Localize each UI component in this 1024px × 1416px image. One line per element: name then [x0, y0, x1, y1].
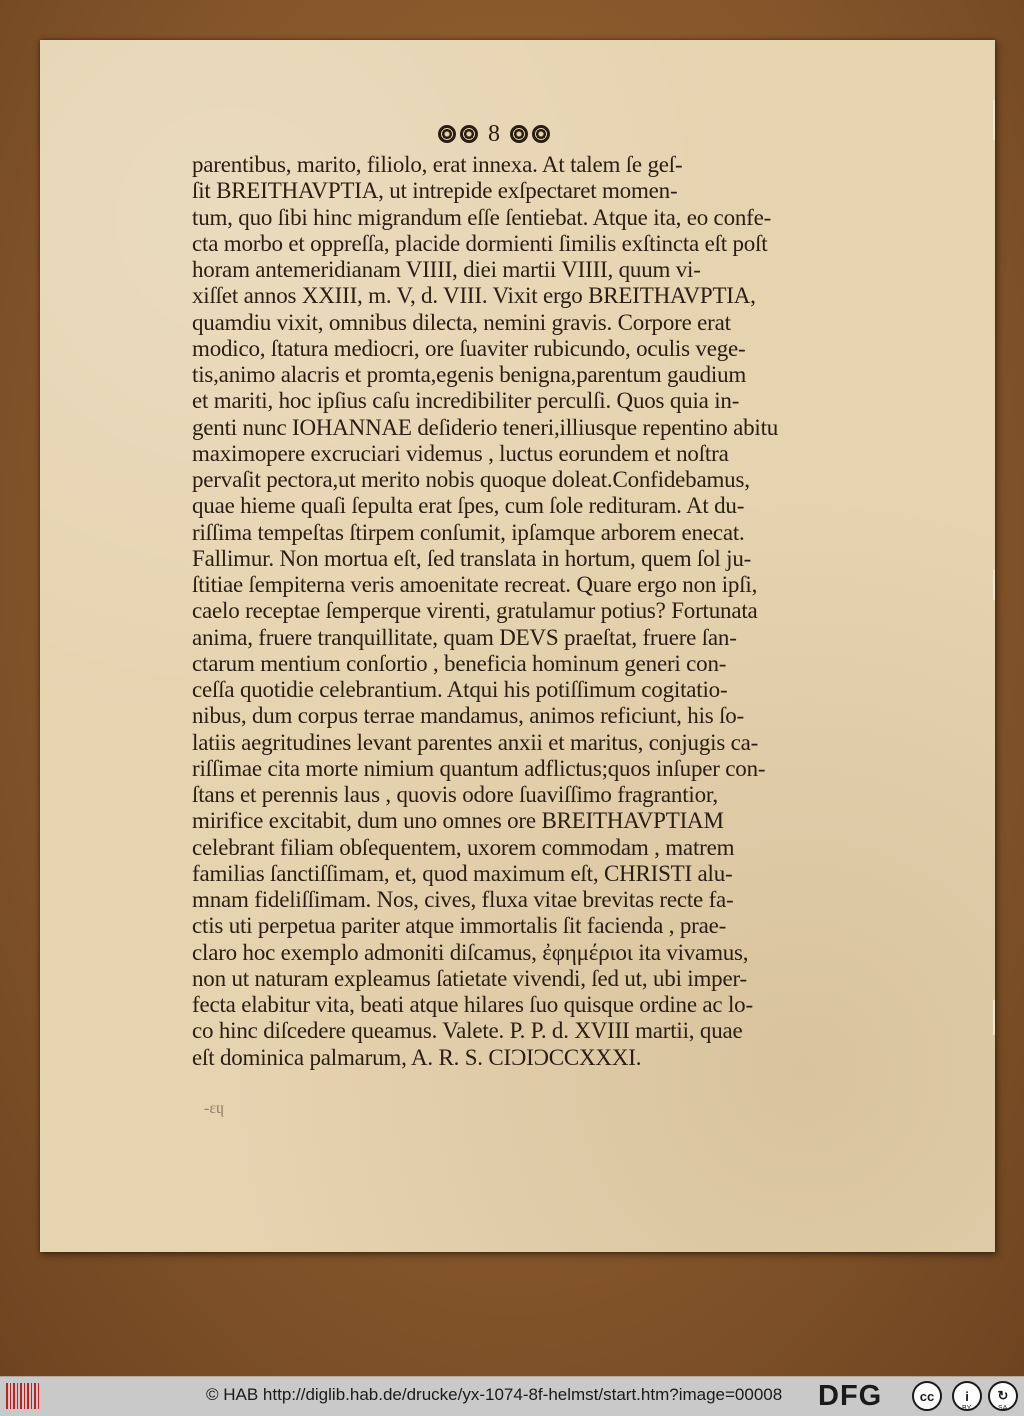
text-line: tis,animo alacris et promta,egenis benigna,parentum gaudium — [192, 362, 747, 387]
by-attribution-icon: i — [952, 1381, 982, 1411]
flower-ornament-icon — [438, 125, 456, 143]
text-line: co hinc diſcedere queamus. Valete. P. P. d. XVIII martii, quae — [192, 1018, 743, 1044]
text-line: genti nunc IOHANNAE deſiderio teneri,illiusque repentino abitu — [192, 414, 779, 440]
text-line: ctis uti perpetua pariter atque immortalis ſit facienda , prae- — [192, 913, 727, 939]
page-header — [438, 118, 550, 150]
text-line: caelo receptae ſemperque virenti, gratulamur potius? Fortunata — [192, 598, 758, 624]
binding-thread — [993, 100, 995, 140]
text-line: mirifice excitabit, dum uno omnes ore BREITHAVPTIAM — [192, 808, 724, 834]
dfg-logo: DFG — [818, 1380, 883, 1412]
text-line: pervaſit pectora,ut merito nobis quoque doleat.Confidebamus, — [192, 467, 750, 492]
text-line: anima, fruere tranquillitate, quam DEVS praeſtat, fruere ſan- — [192, 624, 737, 650]
sa-share-alike-icon: ↻ — [988, 1381, 1018, 1411]
text-line: xiſſet annos XXIII, m. V, d. VIII. Vixit ergo BREITHAVPTIA, — [192, 283, 756, 309]
text-line: mnam fideliſſimam. Nos, cives, fluxa vitae brevitas recte fa- — [192, 887, 734, 912]
text-line: quamdiu vixit, omnibus dilecta, nemini gravis. Corpore erat — [192, 309, 731, 335]
cc-license-icon[interactable]: cc — [912, 1381, 942, 1411]
text-line: celebrant filiam obſequentem, uxorem commodam , matrem — [192, 834, 735, 860]
by-label: BY — [962, 1405, 972, 1412]
text-line: nibus, dum corpus terrae mandamus, animos reficiunt, his ſo- — [192, 703, 745, 729]
text-line: riſſima tempeſtas ſtirpem conſumit, ipſamque arborem enecat. — [192, 519, 745, 545]
viewer-footer — [0, 1376, 1024, 1416]
hab-logo-icon — [6, 1383, 40, 1409]
text-line: maximopere excruciari videmus , luctus eorundem et noſtra — [192, 440, 729, 466]
text-line: ſtans et perennis laus , quovis odore ſuaviſſimo fragrantior, — [192, 782, 718, 807]
text-line: claro hoc exemplo admoniti diſcamus, ἐφημέριοι ita vivamus, — [192, 939, 749, 965]
source-link[interactable]: © HAB http://diglib.hab.de/drucke/yx-1074-8f-helmst/start.htm?image=00008 — [206, 1385, 783, 1404]
text-line: non ut naturam expleamus ſatietate vivendi, ſed ut, ubi imper- — [192, 965, 747, 991]
binding-thread — [993, 1000, 995, 1035]
text-line: ctarum mentium conſortio , beneficia hominum generi con- — [192, 650, 727, 676]
page-mark: -ɛɥ — [204, 1100, 225, 1117]
text-line: latiis aegritudines levant parentes anxii et maritus, conjugis ca- — [192, 729, 759, 755]
flower-ornament-icon — [510, 125, 528, 143]
text-line: fecta elabitur vita, beati atque hilares ſuo quisque ordine ac lo- — [192, 992, 753, 1017]
text-line: Fallimur. Non mortua eſt, ſed translata in hortum, quem ſol ju- — [192, 545, 752, 571]
text-line: ſtitiae ſempiterna veris amoenitate recreat. Quare ergo non ipſi, — [192, 572, 758, 597]
text-line: cta morbo et oppreſſa, placide dormienti ſimilis exſtincta eſt poſt — [192, 230, 768, 256]
text-line: modico, ſtatura mediocri, ore ſuaviter rubicundo, oculis vege- — [192, 335, 746, 361]
binding-thread — [993, 570, 995, 600]
text-line: ſit BREITHAVPTIA, ut intrepide exſpectaret momen- — [192, 178, 678, 204]
page-number: 8 — [488, 120, 500, 147]
text-line: ceſſa quotidie celebrantium. Atqui his potiſſimum cogitatio- — [192, 677, 728, 702]
body-text — [192, 152, 872, 1071]
flower-ornament-icon — [532, 125, 550, 143]
flower-ornament-icon — [460, 125, 478, 143]
text-line: quae hieme quaſi ſepulta erat ſpes, cum ſole redituram. At du- — [192, 493, 745, 519]
text-line: horam antemeridianam VIIII, diei martii VIIII, quum vi- — [192, 257, 701, 282]
text-line: et mariti, hoc ipſius caſu incredibiliter perculſi. Quos quia in- — [192, 388, 740, 414]
sa-label: SA — [998, 1405, 1008, 1412]
text-line: tum, quo ſibi hinc migrandum eſſe ſentiebat. Atque ita, eo confe- — [192, 204, 772, 230]
text-line: familias ſanctiſſimam, et, quod maximum eſt, CHRISTI alu- — [192, 860, 733, 886]
text-line: eſt dominica palmarum, A. R. S. CIƆIƆCCXXXI. — [192, 1044, 642, 1070]
text-line: parentibus, marito, filiolo, erat innexa. At talem ſe geſ- — [192, 152, 683, 177]
text-line: riſſimae cita morte nimium quantum adflictus;quos inſuper con- — [192, 755, 766, 781]
